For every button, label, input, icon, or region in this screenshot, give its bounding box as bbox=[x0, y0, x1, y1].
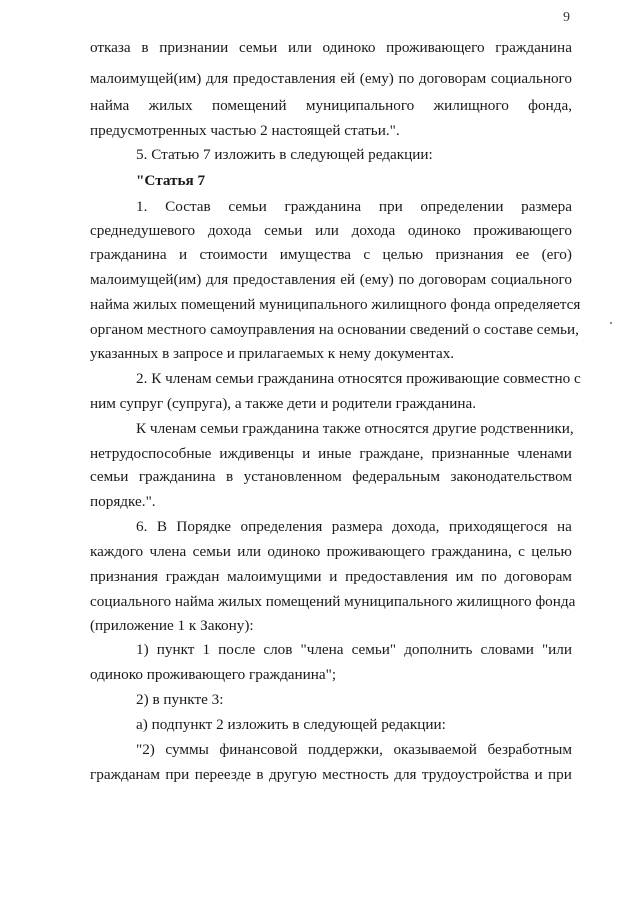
word: социального bbox=[490, 70, 572, 87]
word: слов bbox=[263, 641, 293, 658]
word: гражданина bbox=[495, 39, 572, 56]
text-line: 2) в пункте 3: bbox=[136, 691, 224, 708]
word: семьи bbox=[228, 198, 267, 215]
word: другую bbox=[269, 766, 317, 783]
word: законодательством bbox=[450, 468, 572, 485]
word: в bbox=[225, 468, 234, 485]
word: социального bbox=[490, 271, 572, 288]
word: нетрудоспособные bbox=[90, 445, 212, 462]
word: на bbox=[557, 518, 572, 535]
word: при bbox=[378, 198, 403, 215]
text-line bbox=[90, 568, 572, 586]
word: иждивенцы bbox=[219, 445, 295, 462]
word: иные bbox=[318, 445, 352, 462]
word: с bbox=[518, 543, 525, 560]
text-line bbox=[136, 641, 572, 659]
word: и bbox=[302, 445, 311, 462]
word: трудоустройства bbox=[421, 766, 530, 783]
word: семьи bbox=[264, 222, 303, 239]
text-line bbox=[136, 741, 572, 759]
word: семьи bbox=[90, 468, 129, 485]
word: одиноко bbox=[407, 222, 461, 239]
word: и bbox=[178, 246, 188, 263]
word: целью bbox=[531, 543, 572, 560]
word: проживающего bbox=[326, 543, 426, 560]
word: по bbox=[398, 70, 415, 87]
word: признания bbox=[90, 568, 158, 585]
word: установленном bbox=[243, 468, 342, 485]
text-line: указанных в запросе и прилагаемых к нему документах. bbox=[90, 345, 455, 362]
word: договорам bbox=[418, 271, 487, 288]
word: для bbox=[205, 271, 229, 288]
text-line: органом местного самоуправления на основании сведений о составе семьи, bbox=[90, 321, 579, 338]
word: федеральным bbox=[352, 468, 440, 485]
text-line: предусмотренных частью 2 настоящей статьи.". bbox=[90, 122, 400, 139]
word: целью bbox=[382, 246, 424, 263]
word: жилых bbox=[148, 97, 193, 114]
word: признании bbox=[159, 39, 229, 56]
word: и bbox=[534, 766, 543, 783]
text-line bbox=[90, 543, 572, 561]
word: гражданина, bbox=[431, 543, 512, 560]
word: 1) bbox=[136, 641, 149, 658]
text-line: найма жилых помещений муниципального жилищного фонда определяется bbox=[90, 296, 581, 313]
word: или bbox=[287, 39, 312, 56]
word: муниципального bbox=[305, 97, 415, 114]
word: для bbox=[394, 766, 417, 783]
text-line bbox=[90, 70, 572, 88]
text-line bbox=[90, 97, 572, 115]
word: 6. bbox=[136, 518, 148, 535]
text-line bbox=[90, 39, 572, 57]
word: одиноко bbox=[267, 543, 321, 560]
word: определения bbox=[240, 518, 323, 535]
scan-artifact bbox=[610, 322, 612, 324]
word: по bbox=[398, 271, 415, 288]
word: жилищного bbox=[433, 97, 509, 114]
word: дохода bbox=[351, 222, 396, 239]
word: при bbox=[165, 766, 190, 783]
text-line bbox=[90, 766, 572, 784]
word: "или bbox=[541, 641, 572, 658]
word: среднедушевого bbox=[90, 222, 196, 239]
word: одиноко bbox=[322, 39, 376, 56]
word: малоимущими bbox=[227, 568, 322, 585]
word: помещений bbox=[211, 97, 287, 114]
text-line: ним супруг (супруга), а также дети и родители гражданина. bbox=[90, 395, 477, 412]
word: семьи bbox=[192, 543, 231, 560]
word: членами bbox=[517, 445, 572, 462]
word: члена bbox=[149, 543, 187, 560]
text-line bbox=[90, 222, 572, 240]
word: имущества bbox=[279, 246, 352, 263]
word: переезде bbox=[194, 766, 252, 783]
word: малоимущей(им) bbox=[90, 271, 202, 288]
word: или bbox=[315, 222, 339, 239]
word: гражданина bbox=[90, 246, 167, 263]
text-line bbox=[136, 518, 572, 536]
word: гражданам bbox=[90, 766, 161, 783]
word: граждане, bbox=[359, 445, 424, 462]
word: дополнить bbox=[404, 641, 473, 658]
word: ей bbox=[340, 70, 356, 87]
text-line: одиноко проживающего гражданина"; bbox=[90, 666, 337, 683]
text-line: 5. Статью 7 изложить в следующей редакции: bbox=[136, 146, 433, 163]
word: предоставления bbox=[232, 271, 336, 288]
word: гражданина bbox=[138, 468, 216, 485]
word: В bbox=[156, 518, 167, 535]
word: словами bbox=[480, 641, 534, 658]
word: определении bbox=[420, 198, 504, 215]
article-heading: "Статья 7 bbox=[136, 172, 206, 189]
word: им bbox=[455, 568, 474, 585]
word: предоставления bbox=[345, 568, 448, 585]
word: с bbox=[363, 246, 371, 263]
word: при bbox=[548, 766, 572, 783]
word: размера bbox=[521, 198, 572, 215]
word: стоимости bbox=[199, 246, 268, 263]
text-line: порядке.". bbox=[90, 493, 156, 510]
text-line: социального найма жилых помещений муниципального жилищного фонда bbox=[90, 593, 576, 610]
word: проживающего bbox=[386, 39, 485, 56]
word: в bbox=[256, 766, 264, 783]
text-line bbox=[90, 271, 572, 289]
word: финансовой bbox=[219, 741, 298, 758]
text-line bbox=[90, 445, 572, 463]
word: оказываемой bbox=[393, 741, 477, 758]
word: (его) bbox=[541, 246, 572, 263]
word: пункт bbox=[156, 641, 195, 658]
word: отказа bbox=[90, 39, 131, 56]
word: местность bbox=[322, 766, 389, 783]
word: и bbox=[329, 568, 338, 585]
word: "члена bbox=[300, 641, 344, 658]
word: проживающего bbox=[473, 222, 572, 239]
word: по bbox=[481, 568, 497, 585]
word: после bbox=[218, 641, 256, 658]
word: 1 bbox=[202, 641, 211, 658]
word: дохода bbox=[207, 222, 252, 239]
word: безработным bbox=[487, 741, 572, 758]
word: Состав bbox=[165, 198, 211, 215]
word: приходящегося bbox=[448, 518, 548, 535]
word: граждан bbox=[165, 568, 220, 585]
word: договорам bbox=[418, 70, 487, 87]
text-line: а) подпункт 2 изложить в следующей редакции: bbox=[136, 716, 446, 733]
page-number: 9 bbox=[563, 10, 570, 25]
word: признанные bbox=[431, 445, 510, 462]
word: "2) bbox=[136, 741, 155, 758]
word: или bbox=[237, 543, 262, 560]
word: Порядке bbox=[176, 518, 232, 535]
word: фонда, bbox=[528, 97, 572, 114]
text-line bbox=[90, 246, 572, 264]
word: дохода, bbox=[392, 518, 440, 535]
text-line: 2. К членам семьи гражданина относятся проживающие совместно с bbox=[136, 370, 581, 387]
word: (ему) bbox=[359, 70, 394, 87]
word: семьи" bbox=[351, 641, 397, 658]
word: размера bbox=[331, 518, 383, 535]
word: в bbox=[141, 39, 149, 56]
word: для bbox=[205, 70, 229, 87]
text-line bbox=[90, 468, 572, 486]
word: гражданина bbox=[284, 198, 362, 215]
word: ей bbox=[340, 271, 356, 288]
word: малоимущей(им) bbox=[90, 70, 202, 87]
word: каждого bbox=[90, 543, 144, 560]
word: найма bbox=[90, 97, 130, 114]
word: (ему) bbox=[359, 271, 394, 288]
word: семьи bbox=[238, 39, 278, 56]
text-line bbox=[136, 198, 572, 216]
word: 1. bbox=[136, 198, 148, 215]
word: признания bbox=[435, 246, 504, 263]
word: поддержки, bbox=[308, 741, 383, 758]
word: ее bbox=[515, 246, 530, 263]
word: предоставления bbox=[232, 70, 336, 87]
word: договорам bbox=[504, 568, 572, 585]
text-line: (приложение 1 к Закону): bbox=[90, 617, 254, 634]
text-line: К членам семьи гражданина также относятся другие родственники, bbox=[136, 420, 574, 437]
word: суммы bbox=[165, 741, 209, 758]
